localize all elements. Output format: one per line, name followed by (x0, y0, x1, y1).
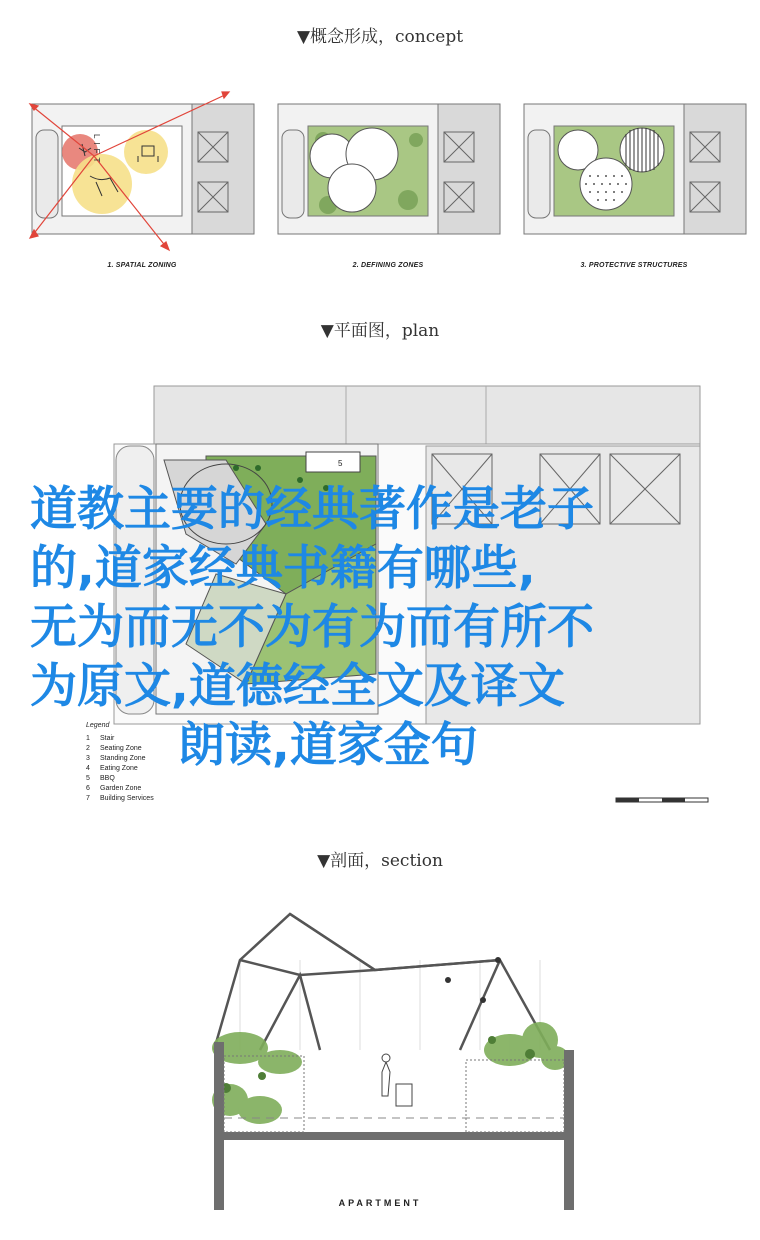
overlay-title-line: 道教主要的经典著作是老子 (30, 482, 594, 537)
caption-concept: ▼概念形成，concept (296, 27, 464, 47)
concept-panel-defining-zones (268, 90, 508, 269)
panel-label: 2. DEFINING ZONES (352, 262, 424, 269)
legend-title: Legend (86, 722, 110, 729)
section-diagram (200, 900, 580, 1200)
zone-yellow-small (124, 130, 168, 174)
section-label: APARTMENT (338, 1198, 422, 1208)
right-wall (564, 1050, 574, 1136)
overlay-title-line: 为原文,道德经全文及译文 (30, 659, 565, 714)
legend-item: 1 Stair (86, 735, 115, 742)
floor-slab (214, 1132, 574, 1140)
concept-panel-protective-structures (514, 90, 754, 269)
legend-item: 2 Seating Zone (86, 745, 142, 752)
legend-item: 3 Standing Zone (86, 755, 146, 762)
legend-item: 5 BBQ (86, 775, 115, 782)
panel-label: 3. PROTECTIVE STRUCTURES (580, 262, 688, 269)
zone-circle-3 (328, 164, 376, 212)
spatial-zoning-diagram (22, 90, 262, 250)
plan-vertical-label: LIFT (92, 134, 101, 167)
legend-item: 7 Building Services (86, 795, 154, 802)
concept-panel-spatial-zoning (22, 90, 262, 269)
panel-label: 1. SPATIAL ZONING (107, 262, 177, 269)
protective-structures-diagram (514, 90, 754, 250)
legend-item: 4 Eating Zone (86, 765, 138, 772)
section-drawing (200, 900, 580, 1200)
left-wall (214, 1042, 224, 1136)
overlay-title-line: 无为而无不为有为而有所不 (30, 600, 594, 655)
overlay-title (30, 480, 740, 775)
caption-plan: ▼平面图，plan (320, 321, 440, 341)
zone-yellow-large (72, 154, 132, 214)
legend-item: 6 Garden Zone (86, 785, 142, 792)
overlay-title-line: 的,道家经典书籍有哪些, (30, 541, 536, 596)
room-number: 5 (338, 459, 343, 468)
defining-zones-diagram (268, 90, 508, 250)
overlay-title-line: 朗读,道家金句 (178, 718, 478, 773)
caption-section: ▼剖面，section (317, 851, 443, 871)
